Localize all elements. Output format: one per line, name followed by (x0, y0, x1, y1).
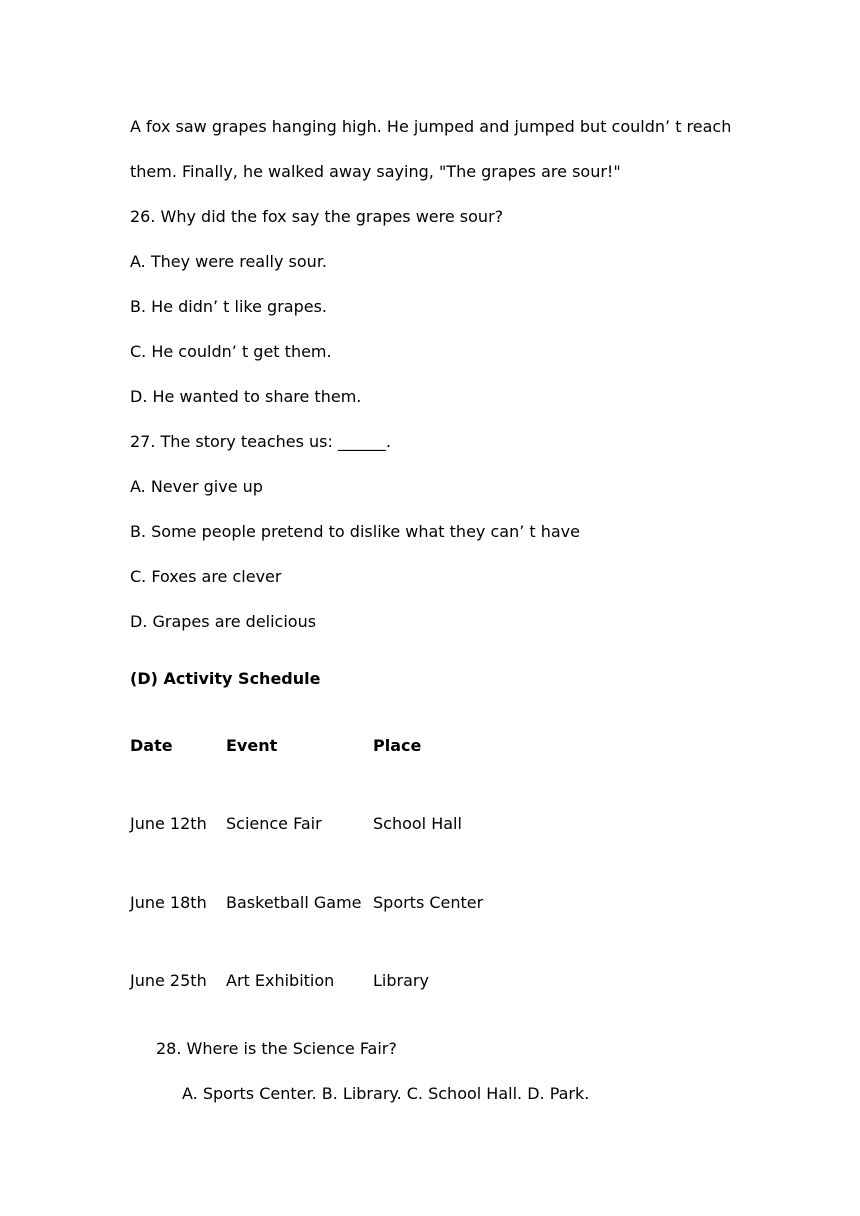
question-27: 27. The story teaches us: ______. (130, 432, 392, 451)
q28-options: A. Sports Center. B. Library. C. School Hall. D. Park. (182, 1084, 590, 1103)
q27-option-d: D. Grapes are delicious (130, 612, 317, 631)
passage-line-1: A fox saw grapes hanging high. He jumped and jumped but couldn’ t reach (130, 117, 732, 136)
row-event: Art Exhibition (226, 971, 335, 990)
row-place: School Hall (373, 814, 462, 833)
header-place: Place (373, 736, 422, 755)
q26-option-c: C. He couldn’ t get them. (130, 342, 332, 361)
row-date: June 12th (130, 814, 207, 833)
q27-option-b: B. Some people pretend to dislike what they can’ t have (130, 522, 580, 541)
header-date: Date (130, 736, 173, 755)
passage-line-2: them. Finally, he walked away saying, "The grapes are sour!" (130, 162, 621, 181)
row-event: Science Fair (226, 814, 322, 833)
q26-option-a: A. They were really sour. (130, 252, 328, 271)
row-place: Library (373, 971, 429, 990)
question-28: 28. Where is the Science Fair? (156, 1039, 397, 1058)
row-place: Sports Center (373, 893, 484, 912)
header-event: Event (226, 736, 278, 755)
q27-option-c: C. Foxes are clever (130, 567, 282, 586)
question-26: 26. Why did the fox say the grapes were sour? (130, 207, 504, 226)
q26-option-d: D. He wanted to share them. (130, 387, 362, 406)
row-date: June 18th (130, 893, 207, 912)
row-event: Basketball Game (226, 893, 362, 912)
q27-option-a: A. Never give up (130, 477, 263, 496)
q26-option-b: B. He didn’ t like grapes. (130, 297, 328, 316)
section-d-title: (D) Activity Schedule (130, 669, 321, 688)
row-date: June 25th (130, 971, 207, 990)
